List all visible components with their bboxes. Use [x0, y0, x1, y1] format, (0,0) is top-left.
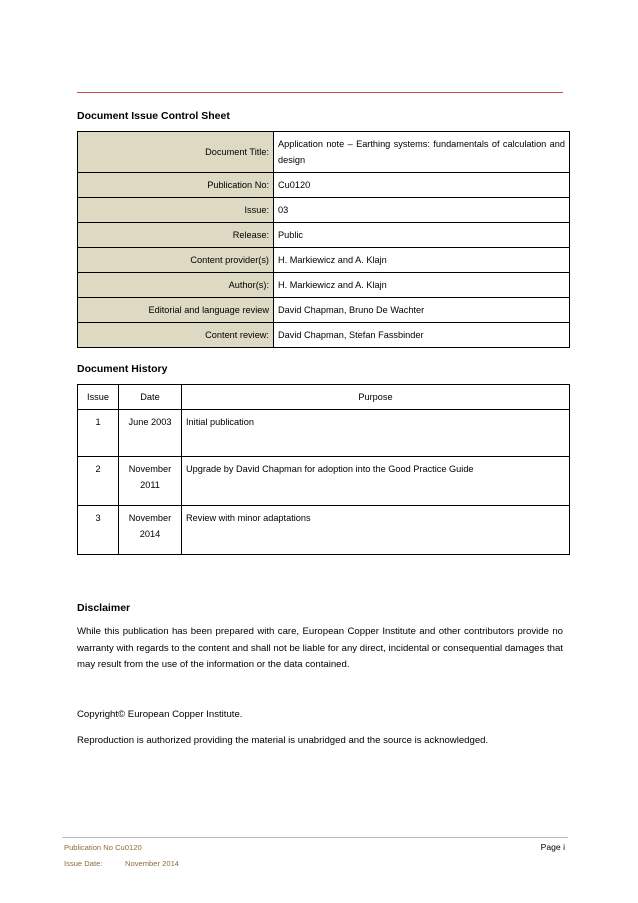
date-cell	[119, 506, 182, 555]
control-value: Application note – Earthing systems: fundamentals of calculation and design	[274, 132, 570, 173]
footer-publication: Publication No Cu0120	[64, 843, 142, 852]
control-value: David Chapman, Bruno De Wachter	[274, 298, 570, 323]
control-value: H. Markiewicz and A. Klajn	[274, 273, 570, 298]
table-row	[78, 298, 570, 323]
control-value: Cu0120	[274, 173, 570, 198]
date-cell: June 2003	[119, 410, 182, 457]
table-header-row	[78, 385, 570, 410]
control-label: Content review:	[78, 323, 274, 348]
control-label: Issue:	[78, 198, 274, 223]
table-row	[78, 223, 570, 248]
date-line: 2011	[140, 480, 160, 490]
footer-rule	[62, 837, 568, 838]
control-value: Public	[274, 223, 570, 248]
date-line: 2014	[139, 529, 161, 539]
disclaimer-heading: Disclaimer	[77, 602, 131, 614]
control-label: Release:	[78, 223, 274, 248]
footer-issue-date-label: Issue Date:	[64, 859, 103, 868]
purpose-cell: Upgrade by David Chapman for adoption into the Good Practice Guide	[182, 457, 570, 506]
reproduction-text: Reproduction is authorized providing the material is unabridged and the source is acknowledged.	[77, 735, 489, 746]
date-cell	[119, 457, 182, 506]
issue-cell: 3	[78, 506, 119, 555]
control-value: David Chapman, Stefan Fassbinder	[274, 323, 570, 348]
purpose-cell: Review with minor adaptations	[182, 506, 570, 555]
column-header-purpose: Purpose	[182, 385, 570, 410]
footer-page-number: Page i	[540, 842, 565, 852]
history-heading: Document History	[77, 363, 168, 375]
table-row	[78, 248, 570, 273]
history-table	[77, 384, 570, 555]
date-line: November	[128, 464, 172, 474]
control-label: Document Title:	[78, 132, 274, 173]
table-row	[78, 273, 570, 298]
column-header-issue: Issue	[78, 385, 119, 410]
footer-issue-date: November 2014	[125, 859, 180, 868]
table-row	[78, 173, 570, 198]
control-value: 03	[274, 198, 570, 223]
copyright-text: Copyright© European Copper Institute.	[77, 709, 243, 720]
date-line: November	[128, 513, 172, 523]
table-row	[78, 506, 570, 555]
control-label: Author(s):	[78, 273, 274, 298]
disclaimer-text: While this publication has been prepared with care, European Copper Institute and other contributors provide no warranty with regards to the content and shall not be liable for any direct, incidental or consequential damages that may result from the use of the information or the data contained.	[77, 626, 563, 670]
table-row	[78, 132, 570, 173]
control-label: Editorial and language review	[78, 298, 274, 323]
issue-cell: 2	[78, 457, 119, 506]
issue-cell: 1	[78, 410, 119, 457]
control-label: Content provider(s)	[78, 248, 274, 273]
control-sheet-table	[77, 131, 570, 348]
control-sheet-heading: Document Issue Control Sheet	[77, 110, 230, 122]
table-row	[78, 198, 570, 223]
control-label: Publication No:	[78, 173, 274, 198]
table-row	[78, 323, 570, 348]
column-header-date: Date	[119, 385, 182, 410]
control-value: H. Markiewicz and A. Klajn	[274, 248, 570, 273]
header-rule	[77, 92, 563, 93]
table-row	[78, 457, 570, 506]
purpose-cell: Initial publication	[182, 410, 570, 457]
table-row	[78, 410, 570, 457]
